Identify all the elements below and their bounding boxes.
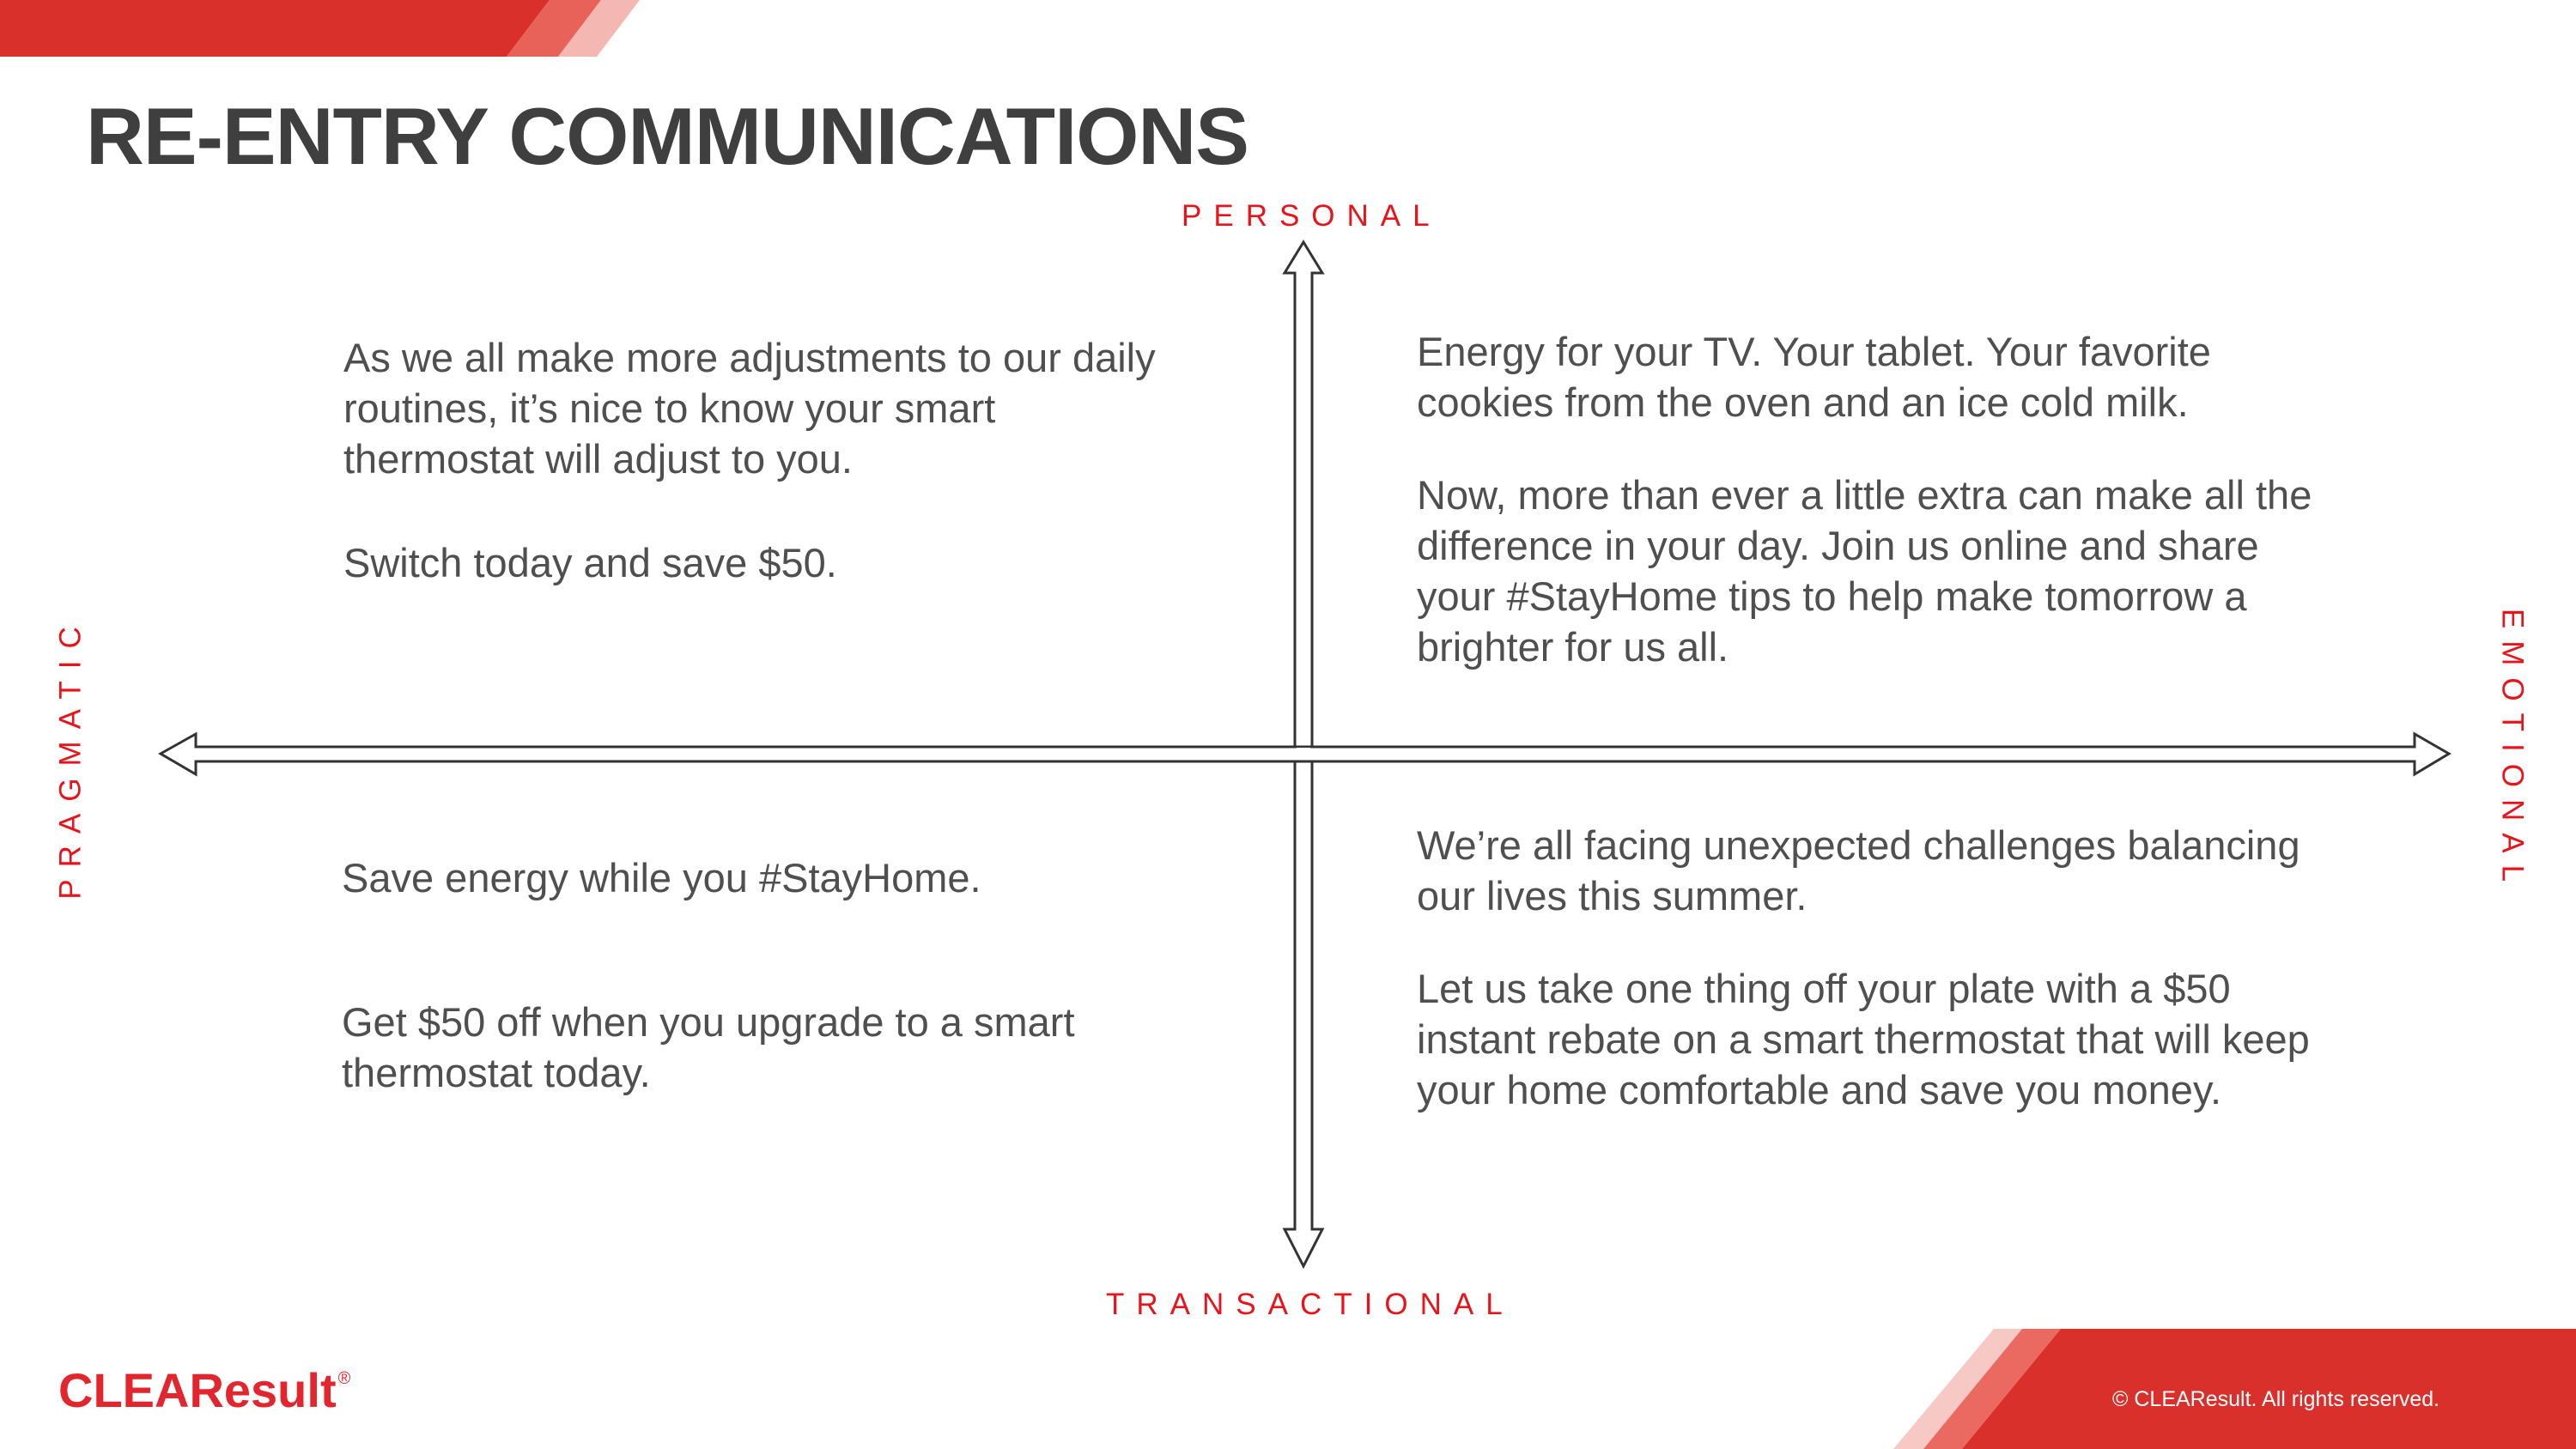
quadrant-text: Get $50 off when you upgrade to a smart thermostat today. — [342, 999, 1075, 1095]
top-accent-band — [0, 0, 653, 57]
quadrant-text: Energy for your TV. Your tablet. Your favorite cookies from the oven and an ice cold milk. — [1417, 329, 2211, 425]
quadrant-text: As we all make more adjustments to our daily routines, it’s nice to know your smart thermostat will adjust to you. — [343, 335, 1156, 482]
page-title: RE-ENTRY COMMUNICATIONS — [86, 91, 1249, 181]
quadrant-text: Save energy while you #StayHome. — [342, 855, 981, 900]
axis-label-pragmatic: PRAGMATIC — [53, 615, 88, 900]
quadrant-text: Switch today and save $50. — [343, 540, 837, 585]
registered-mark: ® — [337, 1369, 351, 1388]
vertical-axis-arrow — [1285, 242, 1322, 1266]
quadrant-personal-emotional — [1417, 326, 2344, 672]
axis-label-transactional: TRANSACTIONAL — [1106, 1288, 1515, 1321]
logo-wordmark: CLEAResult — [58, 1363, 337, 1417]
axis-label-personal: PERSONAL — [1182, 199, 1442, 233]
quadrant-text: We’re all facing unexpected challenges balancing our lives this summer. — [1417, 822, 2300, 919]
quadrant-text: Let us take one thing off your plate with a $50 instant rebate on a smart thermostat that will keep your home comfortable and save you money. — [1417, 966, 2310, 1113]
copyright-notice: © CLEAResult. All rights reserved. — [2112, 1387, 2440, 1411]
quadrant-text: Now, more than ever a little extra can make all the difference in your day. Join us online and share your #StayHome tips to help make tomorrow a brighter for us all. — [1417, 472, 2312, 670]
quadrant-personal-pragmatic — [343, 332, 1168, 588]
horizontal-axis-arrow — [161, 734, 2449, 774]
axis-label-emotional: EMOTIONAL — [2495, 608, 2530, 894]
quadrant-transactional-emotional — [1417, 820, 2344, 1115]
axis-crossing — [1297, 748, 1310, 760]
clearesult-logo — [58, 1363, 351, 1417]
quadrant-transactional-pragmatic — [342, 852, 1166, 1098]
